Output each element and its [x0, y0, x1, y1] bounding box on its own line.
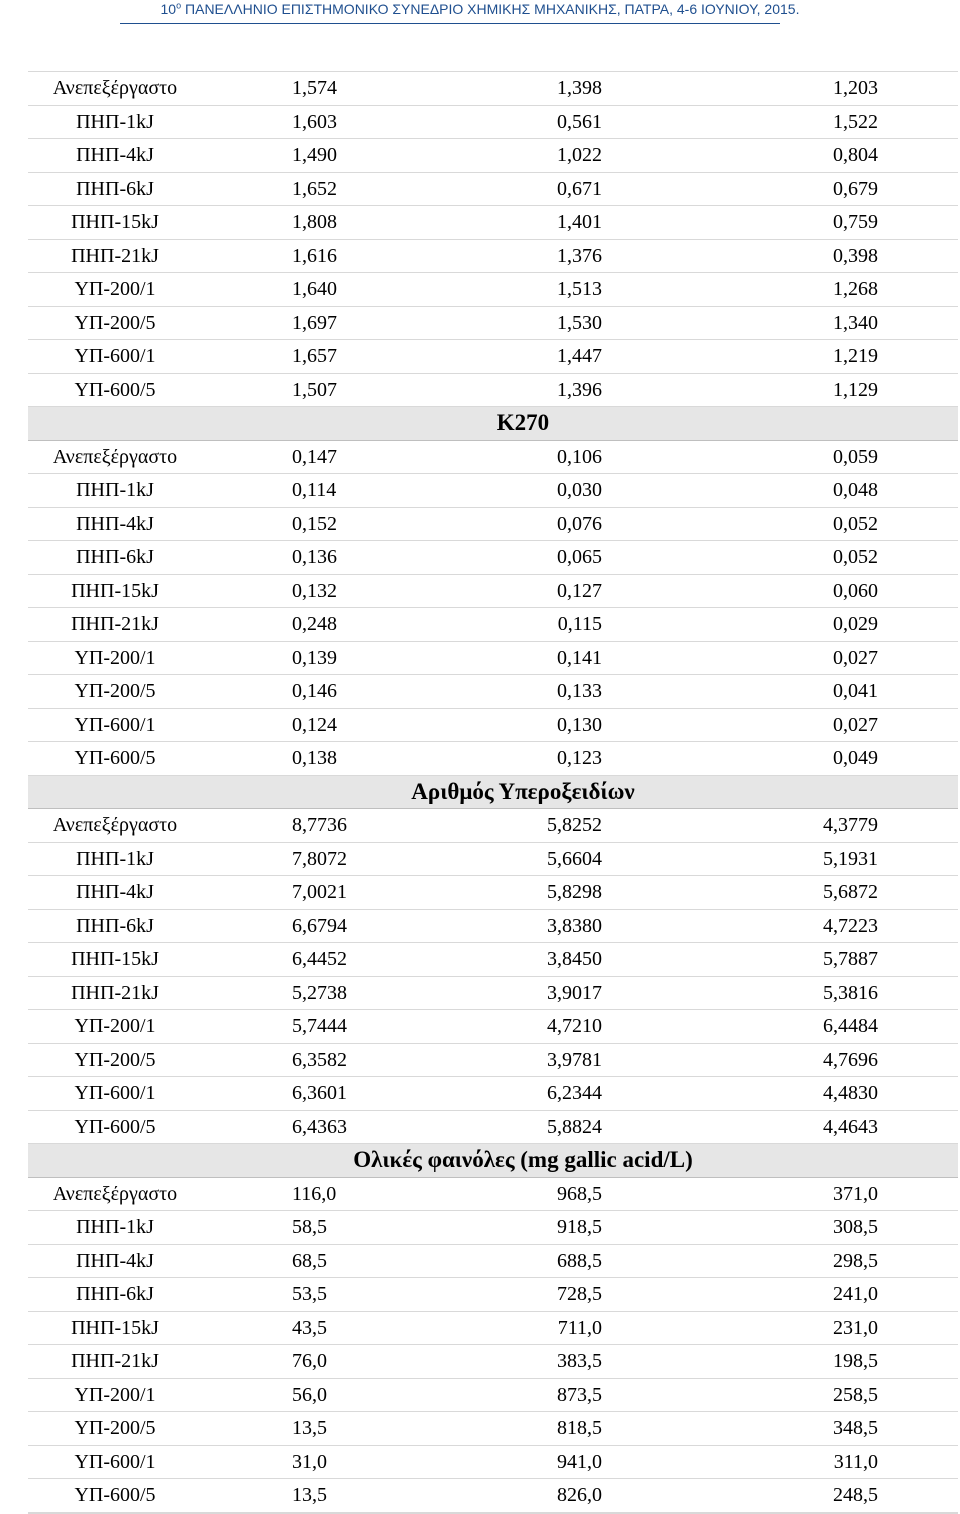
value-cell-3: 248,5: [742, 1479, 958, 1513]
value-cell-3: 0,804: [742, 139, 958, 173]
value-cell-3: 1,268: [742, 273, 958, 307]
section-header-row: [28, 775, 958, 809]
value-cell-3: 198,5: [742, 1345, 958, 1379]
sample-label-cell: ΥΠ-600/5: [28, 373, 202, 407]
value-cell-2: 383,5: [462, 1345, 742, 1379]
value-cell-2: 0,106: [462, 440, 742, 474]
table-row: [28, 708, 958, 742]
table-row: [28, 742, 958, 776]
sample-label-cell: ΥΠ-600/5: [28, 742, 202, 776]
value-cell-1: 1,603: [202, 105, 462, 139]
value-cell-3: 0,029: [742, 608, 958, 642]
section-header-row: [28, 407, 958, 441]
value-cell-2: 728,5: [462, 1278, 742, 1312]
value-cell-3: 0,059: [742, 440, 958, 474]
sample-label-cell: ΥΠ-200/5: [28, 1043, 202, 1077]
value-cell-2: 1,447: [462, 340, 742, 374]
value-cell-3: 0,049: [742, 742, 958, 776]
results-table: [28, 71, 958, 1514]
value-cell-3: 0,052: [742, 541, 958, 575]
sample-label-cell: ΥΠ-200/5: [28, 1412, 202, 1446]
value-cell-3: 4,7223: [742, 909, 958, 943]
table-row: [28, 507, 958, 541]
sample-label-cell: ΥΠ-200/5: [28, 306, 202, 340]
value-cell-3: 308,5: [742, 1211, 958, 1245]
sample-label-cell: ΠΗΠ-6kJ: [28, 1278, 202, 1312]
value-cell-1: 1,507: [202, 373, 462, 407]
sample-label-cell: ΠΗΠ-4kJ: [28, 1244, 202, 1278]
value-cell-3: 6,4484: [742, 1010, 958, 1044]
value-cell-2: 0,065: [462, 541, 742, 575]
value-cell-1: 1,657: [202, 340, 462, 374]
value-cell-3: 1,219: [742, 340, 958, 374]
table-row: [28, 675, 958, 709]
value-cell-1: 1,490: [202, 139, 462, 173]
sample-label-cell: ΠΗΠ-21kJ: [28, 976, 202, 1010]
value-cell-2: 1,022: [462, 139, 742, 173]
table-row: [28, 1479, 958, 1513]
value-cell-2: 1,398: [462, 72, 742, 106]
value-cell-1: 0,139: [202, 641, 462, 675]
section-title: Αριθμός Υπεροξειδίων: [28, 775, 958, 809]
value-cell-2: 1,376: [462, 239, 742, 273]
sample-label-cell: ΠΗΠ-6kJ: [28, 541, 202, 575]
value-cell-1: 0,114: [202, 474, 462, 508]
table-row: [28, 574, 958, 608]
section-title: K270: [28, 407, 958, 441]
sample-label-cell: Ανεπεξέργαστο: [28, 809, 202, 843]
sample-label-cell: Ανεπεξέργαστο: [28, 440, 202, 474]
sample-label-cell: ΠΗΠ-6kJ: [28, 172, 202, 206]
table-row: [28, 105, 958, 139]
value-cell-1: 56,0: [202, 1378, 462, 1412]
value-cell-3: 5,1931: [742, 842, 958, 876]
table-row: [28, 809, 958, 843]
value-cell-1: 1,640: [202, 273, 462, 307]
header-underline: [120, 23, 780, 24]
value-cell-1: 0,138: [202, 742, 462, 776]
value-cell-3: 348,5: [742, 1412, 958, 1446]
section-title: Ολικές φαινόλες (mg gallic acid/L): [28, 1144, 958, 1178]
header-text: ΠΑΝΕΛΛΗΝΙΟ ΕΠΙΣΤΗΜΟΝΙΚΟ ΣΥΝΕΔΡΙΟ ΧΗΜΙΚΗΣ ΜΗΧΑΝΙΚΗΣ, ΠΑΤΡΑ, 4-6 ΙΟΥΝΙΟΥ, 2015.: [181, 1, 800, 17]
value-cell-1: 58,5: [202, 1211, 462, 1245]
table-row: [28, 474, 958, 508]
value-cell-2: 6,2344: [462, 1077, 742, 1111]
value-cell-1: 8,7736: [202, 809, 462, 843]
value-cell-3: 4,4830: [742, 1077, 958, 1111]
sample-label-cell: ΠΗΠ-4kJ: [28, 507, 202, 541]
value-cell-3: 5,6872: [742, 876, 958, 910]
results-table-body: [28, 72, 958, 1513]
value-cell-3: 5,7887: [742, 943, 958, 977]
table-row: [28, 172, 958, 206]
value-cell-1: 0,146: [202, 675, 462, 709]
sample-label-cell: ΠΗΠ-4kJ: [28, 876, 202, 910]
value-cell-2: 826,0: [462, 1479, 742, 1513]
value-cell-3: 311,0: [742, 1445, 958, 1479]
sample-label-cell: ΠΗΠ-1kJ: [28, 1211, 202, 1245]
value-cell-2: 873,5: [462, 1378, 742, 1412]
value-cell-1: 1,697: [202, 306, 462, 340]
value-cell-2: 818,5: [462, 1412, 742, 1446]
value-cell-2: 941,0: [462, 1445, 742, 1479]
value-cell-3: 231,0: [742, 1311, 958, 1345]
value-cell-3: 1,522: [742, 105, 958, 139]
table-row: [28, 1211, 958, 1245]
sample-label-cell: Ανεπεξέργαστο: [28, 1177, 202, 1211]
sample-label-cell: ΥΠ-200/1: [28, 273, 202, 307]
value-cell-1: 0,132: [202, 574, 462, 608]
value-cell-3: 4,7696: [742, 1043, 958, 1077]
value-cell-2: 0,076: [462, 507, 742, 541]
table-row: [28, 1278, 958, 1312]
sample-label-cell: ΥΠ-200/1: [28, 1378, 202, 1412]
table-row: [28, 1311, 958, 1345]
sample-label-cell: ΥΠ-600/1: [28, 1077, 202, 1111]
value-cell-3: 4,3779: [742, 809, 958, 843]
value-cell-2: 1,513: [462, 273, 742, 307]
value-cell-3: 0,759: [742, 206, 958, 240]
table-row: [28, 1445, 958, 1479]
value-cell-2: 711,0: [462, 1311, 742, 1345]
value-cell-3: 5,3816: [742, 976, 958, 1010]
value-cell-1: 1,652: [202, 172, 462, 206]
sample-label-cell: ΠΗΠ-21kJ: [28, 608, 202, 642]
value-cell-1: 6,4363: [202, 1110, 462, 1144]
table-row: [28, 139, 958, 173]
sample-label-cell: ΥΠ-200/1: [28, 641, 202, 675]
value-cell-3: 0,060: [742, 574, 958, 608]
value-cell-1: 7,0021: [202, 876, 462, 910]
table-row: [28, 641, 958, 675]
value-cell-1: 53,5: [202, 1278, 462, 1312]
value-cell-2: 0,671: [462, 172, 742, 206]
value-cell-2: 4,7210: [462, 1010, 742, 1044]
sample-label-cell: ΥΠ-600/5: [28, 1110, 202, 1144]
table-row: [28, 1110, 958, 1144]
table-row: [28, 72, 958, 106]
table-row: [28, 909, 958, 943]
value-cell-3: 298,5: [742, 1244, 958, 1278]
value-cell-3: 1,340: [742, 306, 958, 340]
value-cell-1: 0,124: [202, 708, 462, 742]
value-cell-2: 968,5: [462, 1177, 742, 1211]
value-cell-3: 0,041: [742, 675, 958, 709]
value-cell-2: 0,133: [462, 675, 742, 709]
table-row: [28, 206, 958, 240]
table-row: [28, 1077, 958, 1111]
value-cell-1: 6,4452: [202, 943, 462, 977]
value-cell-3: 258,5: [742, 1378, 958, 1412]
value-cell-2: 688,5: [462, 1244, 742, 1278]
sample-label-cell: Ανεπεξέργαστο: [28, 72, 202, 106]
value-cell-2: 1,401: [462, 206, 742, 240]
sample-label-cell: ΠΗΠ-6kJ: [28, 909, 202, 943]
table-row: [28, 1345, 958, 1379]
table-row: [28, 976, 958, 1010]
value-cell-1: 116,0: [202, 1177, 462, 1211]
value-cell-2: 0,030: [462, 474, 742, 508]
table-row: [28, 373, 958, 407]
table-row: [28, 440, 958, 474]
value-cell-3: 0,027: [742, 641, 958, 675]
sample-label-cell: ΠΗΠ-15kJ: [28, 1311, 202, 1345]
value-cell-1: 6,3582: [202, 1043, 462, 1077]
value-cell-2: 0,141: [462, 641, 742, 675]
sample-label-cell: ΥΠ-200/5: [28, 675, 202, 709]
table-row: [28, 1043, 958, 1077]
sample-label-cell: ΠΗΠ-15kJ: [28, 943, 202, 977]
value-cell-2: 1,396: [462, 373, 742, 407]
table-row: [28, 1177, 958, 1211]
value-cell-1: 0,147: [202, 440, 462, 474]
value-cell-1: 5,2738: [202, 976, 462, 1010]
value-cell-1: 7,8072: [202, 842, 462, 876]
value-cell-2: 0,130: [462, 708, 742, 742]
sample-label-cell: ΠΗΠ-21kJ: [28, 1345, 202, 1379]
table-row: [28, 306, 958, 340]
value-cell-3: 0,048: [742, 474, 958, 508]
section-header-row: [28, 1144, 958, 1178]
value-cell-3: 0,679: [742, 172, 958, 206]
table-row: [28, 541, 958, 575]
sample-label-cell: ΠΗΠ-1kJ: [28, 105, 202, 139]
value-cell-2: 0,561: [462, 105, 742, 139]
value-cell-3: 1,203: [742, 72, 958, 106]
value-cell-3: 4,4643: [742, 1110, 958, 1144]
sample-label-cell: ΠΗΠ-21kJ: [28, 239, 202, 273]
value-cell-3: 1,129: [742, 373, 958, 407]
sample-label-cell: ΠΗΠ-15kJ: [28, 574, 202, 608]
table-row: [28, 943, 958, 977]
sample-label-cell: ΠΗΠ-1kJ: [28, 474, 202, 508]
value-cell-2: 1,530: [462, 306, 742, 340]
value-cell-1: 6,6794: [202, 909, 462, 943]
table-row: [28, 1244, 958, 1278]
value-cell-3: 0,027: [742, 708, 958, 742]
value-cell-3: 0,398: [742, 239, 958, 273]
table-row: [28, 1412, 958, 1446]
table-row: [28, 842, 958, 876]
value-cell-2: 0,115: [462, 608, 742, 642]
sample-label-cell: ΥΠ-600/1: [28, 708, 202, 742]
sample-label-cell: ΠΗΠ-4kJ: [28, 139, 202, 173]
value-cell-3: 241,0: [742, 1278, 958, 1312]
table-row: [28, 340, 958, 374]
value-cell-1: 13,5: [202, 1479, 462, 1513]
table-row: [28, 1378, 958, 1412]
value-cell-2: 0,127: [462, 574, 742, 608]
sample-label-cell: ΥΠ-600/1: [28, 340, 202, 374]
value-cell-2: 3,9781: [462, 1043, 742, 1077]
value-cell-2: 918,5: [462, 1211, 742, 1245]
value-cell-1: 6,3601: [202, 1077, 462, 1111]
value-cell-1: 68,5: [202, 1244, 462, 1278]
value-cell-1: 1,808: [202, 206, 462, 240]
value-cell-1: 0,152: [202, 507, 462, 541]
value-cell-1: 0,136: [202, 541, 462, 575]
value-cell-2: 5,8298: [462, 876, 742, 910]
sample-label-cell: ΥΠ-200/1: [28, 1010, 202, 1044]
value-cell-2: 3,8380: [462, 909, 742, 943]
sample-label-cell: ΠΗΠ-1kJ: [28, 842, 202, 876]
value-cell-1: 43,5: [202, 1311, 462, 1345]
table-row: [28, 876, 958, 910]
value-cell-1: 1,574: [202, 72, 462, 106]
value-cell-2: 5,8824: [462, 1110, 742, 1144]
value-cell-2: 0,123: [462, 742, 742, 776]
value-cell-1: 13,5: [202, 1412, 462, 1446]
value-cell-2: 5,8252: [462, 809, 742, 843]
sample-label-cell: ΥΠ-600/5: [28, 1479, 202, 1513]
value-cell-1: 0,248: [202, 608, 462, 642]
value-cell-1: 31,0: [202, 1445, 462, 1479]
value-cell-3: 371,0: [742, 1177, 958, 1211]
value-cell-3: 0,052: [742, 507, 958, 541]
table-row: [28, 1010, 958, 1044]
value-cell-2: 3,9017: [462, 976, 742, 1010]
sample-label-cell: ΠΗΠ-15kJ: [28, 206, 202, 240]
header-ordinal: 10: [160, 1, 177, 17]
table-row: [28, 608, 958, 642]
table-row: [28, 239, 958, 273]
header-ordinal-suffix: ο: [176, 0, 182, 11]
table-row: [28, 273, 958, 307]
value-cell-1: 5,7444: [202, 1010, 462, 1044]
value-cell-2: 5,6604: [462, 842, 742, 876]
value-cell-2: 3,8450: [462, 943, 742, 977]
value-cell-1: 1,616: [202, 239, 462, 273]
sample-label-cell: ΥΠ-600/1: [28, 1445, 202, 1479]
value-cell-1: 76,0: [202, 1345, 462, 1379]
